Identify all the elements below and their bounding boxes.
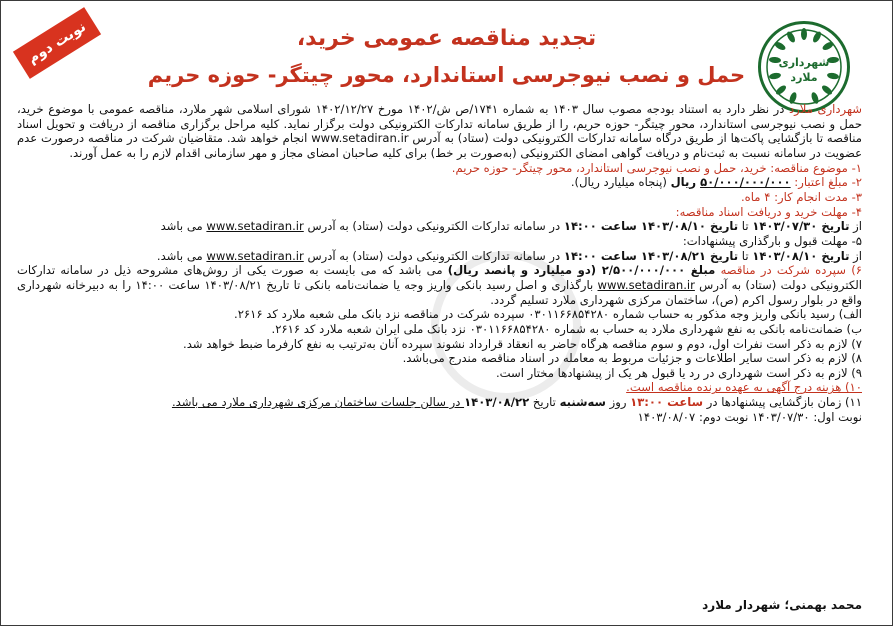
second-publication-badge: نوبت دوم <box>13 7 101 79</box>
notice-title-line2: حمل و نصب نیوجرسی استاندارد، محور چیتگر- حوزه حریم <box>147 63 746 87</box>
item-5-end: می باشد. <box>156 248 207 263</box>
item-5-saat: ساعت <box>596 248 641 263</box>
item-10: ۱۰) هزینه درج آگهی به عهده برنده مناقصه است. <box>626 380 862 395</box>
item-4-ta: تا <box>738 219 753 234</box>
item-8: ۸) لازم به ذکر است سایر اطلاعات و جزئیات مربوط به معامله در اسناد مناقصه مندرج می‌باشد. <box>402 351 862 366</box>
org-name: شهرداری ملارد <box>789 102 863 116</box>
item-11 <box>17 395 862 410</box>
item-5-time: ۱۴:۰۰ <box>563 248 597 263</box>
item-4-time: ۱۴:۰۰ <box>563 219 597 234</box>
item-6-mablagh: مبلغ <box>685 263 716 278</box>
item-11-time: ۱۳:۰۰ <box>630 395 664 410</box>
item-2-label: ۲- مبلغ اعتبار: <box>790 175 862 190</box>
item-5-text: در سامانه تدارکات الکترونیکی دولت (ستاد) به آدرس <box>303 248 564 263</box>
logo-text-bottom: ملارد <box>790 71 818 84</box>
item-5-detail <box>17 249 862 264</box>
item-4-end: می باشد <box>160 219 207 234</box>
setad-link[interactable]: www.setadiran.ir <box>311 131 409 146</box>
item-6 <box>17 263 862 307</box>
item-7: ۷) لازم به ذکر است نفرات اول، دوم و سوم مناقصه هرگاه حاضر به انعقاد قرارداد نشوند سپرده آنان به‌ترتیب به نفع کارفرما ضبط خواهد شد. <box>183 336 862 351</box>
item-6-alef: الف) رسید بانکی واریز وجه مذکور به حساب شماره ۰۳۰۱۱۶۶۸۵۴۲۸۰ سپرده شرکت در مناقصه نزد بانک ملی شعبه ملارد کد ۲۶۱۶. <box>234 307 862 322</box>
setad-link-item6[interactable]: www.setadiran.ir <box>597 277 695 292</box>
notice-body <box>17 102 862 424</box>
item-11-saat: ساعت <box>663 395 704 410</box>
logo-text-top: شهرداری <box>778 56 830 69</box>
item-3-value: ۴ ماه. <box>741 189 771 204</box>
intro-text-1: در نظر دارد به استناد بودجه مصوب سال ۱۴۰۳ به شماره ۱۷۴۱/ص ش/۱۴۰۲ مورخ ۱۴۰۲/۱۲/۲۷ شورای اسلامی شهر ملارد، مناقصه عمومی با موضوع خرید، حمل و نصب نیوجرسی استاندارد، محور چیتگر- حوزه حریم، را از طریق سامانه تدارکات الکترونیکی دولت برگزار نماید. کلیه مراحل برگزاری مناقصه از دریافت و تحویل اسناد مناقصه تا بازگشایی پاکت‌ها از طریق درگاه سامانه تدارکات الکترونیکی دولت (ستاد) به آدرس <box>17 102 862 146</box>
item-4-date1: ۱۴۰۳/۰۷/۳۰ <box>752 219 818 234</box>
publish-dates: نوبت اول: ۱۴۰۳/۰۷/۳۰ نوبت دوم: ۱۴۰۳/۰۸/۰۷ <box>637 409 862 424</box>
notice-title-line1: تجدید مناقصه عمومی خرید، <box>296 26 597 51</box>
item-2-amount: ۵۰/۰۰۰/۰۰۰/۰۰۰ <box>700 175 791 190</box>
item-1-label: ۱- موضوع مناقصه: <box>766 160 862 175</box>
intro-text-2: انجام خواهد شد. متقاضیان شرکت در مناقصه درصورت عدم عضویت در سامانه نسبت به ثبت‌نام و دریافت گواهی امضای الکترونیکی (به‌صورت بر خط) برای کلیه صاحبان امضای مجاز و مهر سازمانی اقدام لازم را به عمل آورند. <box>17 131 862 160</box>
item-5-ta: تا <box>738 248 753 263</box>
setad-link-item4[interactable]: www.setadiran.ir <box>206 219 304 234</box>
item-6-text: می باشد که می بایست به صورت یکی از روش‌های مشروحه ذیل در سامانه تدارکات الکترونیکی دولت (ستاد) به آدرس <box>17 263 862 292</box>
item-6-amount: ۲/۵۰۰/۰۰۰/۰۰۰ <box>601 263 686 278</box>
item-4-tarikh1: تاریخ <box>817 219 850 234</box>
item-4-detail <box>17 219 862 234</box>
setad-link-item5[interactable]: www.setadiran.ir <box>206 248 304 263</box>
item-11-label: ۱۱) زمان بازگشایی پیشنهادها در <box>703 395 862 410</box>
item-5-tarikh2: تاریخ <box>705 248 739 263</box>
item-5-date1: ۱۴۰۳/۰۸/۱۰ <box>752 248 818 263</box>
item-11-ruz: روز <box>605 395 631 410</box>
item-11-text: در سالن جلسات ساختمان مرکزی شهرداری ملارد می باشد. <box>171 395 465 410</box>
item-4-label: ۴- مهلت خرید و دریافت اسناد مناقصه: <box>675 204 862 219</box>
item-2 <box>17 175 862 190</box>
item-4-text: در سامانه تدارکات الکترونیکی دولت (ستاد) به آدرس <box>303 219 564 234</box>
item-3 <box>17 190 862 205</box>
item-4-tarikh2: تاریخ <box>705 219 739 234</box>
item-2-words: (پنجاه میلیارد ریال). <box>570 175 671 190</box>
signature: محمد بهمنی؛ شهردار ملارد <box>702 598 862 612</box>
item-6-words: (دو میلیارد و پانصد ریال) <box>447 263 602 278</box>
item-11-date-text: تاریخ <box>529 395 560 410</box>
item-6-label: ۶) سپرده شرکت در مناقصه <box>715 263 862 278</box>
item-5-az: از <box>849 248 862 263</box>
item-9: ۹) لازم به ذکر است شهرداری در رد یا قبول هر یک از پیشنهادها مختار است. <box>495 365 862 380</box>
item-5-tarikh1: تاریخ <box>817 248 850 263</box>
item-2-unit: ریال <box>670 175 701 190</box>
item-6-be: ب) ضمانت‌نامه بانکی به نفع شهرداری ملارد به حساب به شماره ۰۳۰۱۱۶۶۸۵۴۲۸۰ نزد بانک ملی ایران شعبه ملارد کد ۲۶۱۶. <box>271 321 862 336</box>
item-4-az: از <box>849 219 862 234</box>
item-6-text2: بارگذاری و اصل رسید بانکی واریز وجه یا ضمانت‌نامه بانکی تا تاریخ ۱۴۰۳/۰۸/۲۱ ساعت ۱۴:۰۰ را به دبیرخانه شهرداری واقع در بلوار رسول اکرم (ص)، ساختمان مرکزی شهرداری ملارد تسلیم گردد. <box>17 277 862 307</box>
item-1-value: خرید، حمل و نصب نیوجرسی استاندارد، محور چیتگر- حوزه حریم. <box>451 160 767 175</box>
item-4-saat: ساعت <box>596 219 641 234</box>
item-5-date2: ۱۴۰۳/۰۸/۲۱ <box>640 248 706 263</box>
item-5-label: ۵- مهلت قبول و بارگذاری پیشنهادات: <box>682 233 862 248</box>
item-11-date: ۱۴۰۳/۰۸/۲۲ <box>464 395 530 410</box>
item-11-day: سه‌شنبه <box>559 395 606 410</box>
item-4-date2: ۱۴۰۳/۰۸/۱۰ <box>640 219 706 234</box>
item-1 <box>17 161 862 176</box>
item-3-label: ۳- مدت انجام کار: <box>770 189 862 204</box>
intro-paragraph <box>17 102 862 161</box>
